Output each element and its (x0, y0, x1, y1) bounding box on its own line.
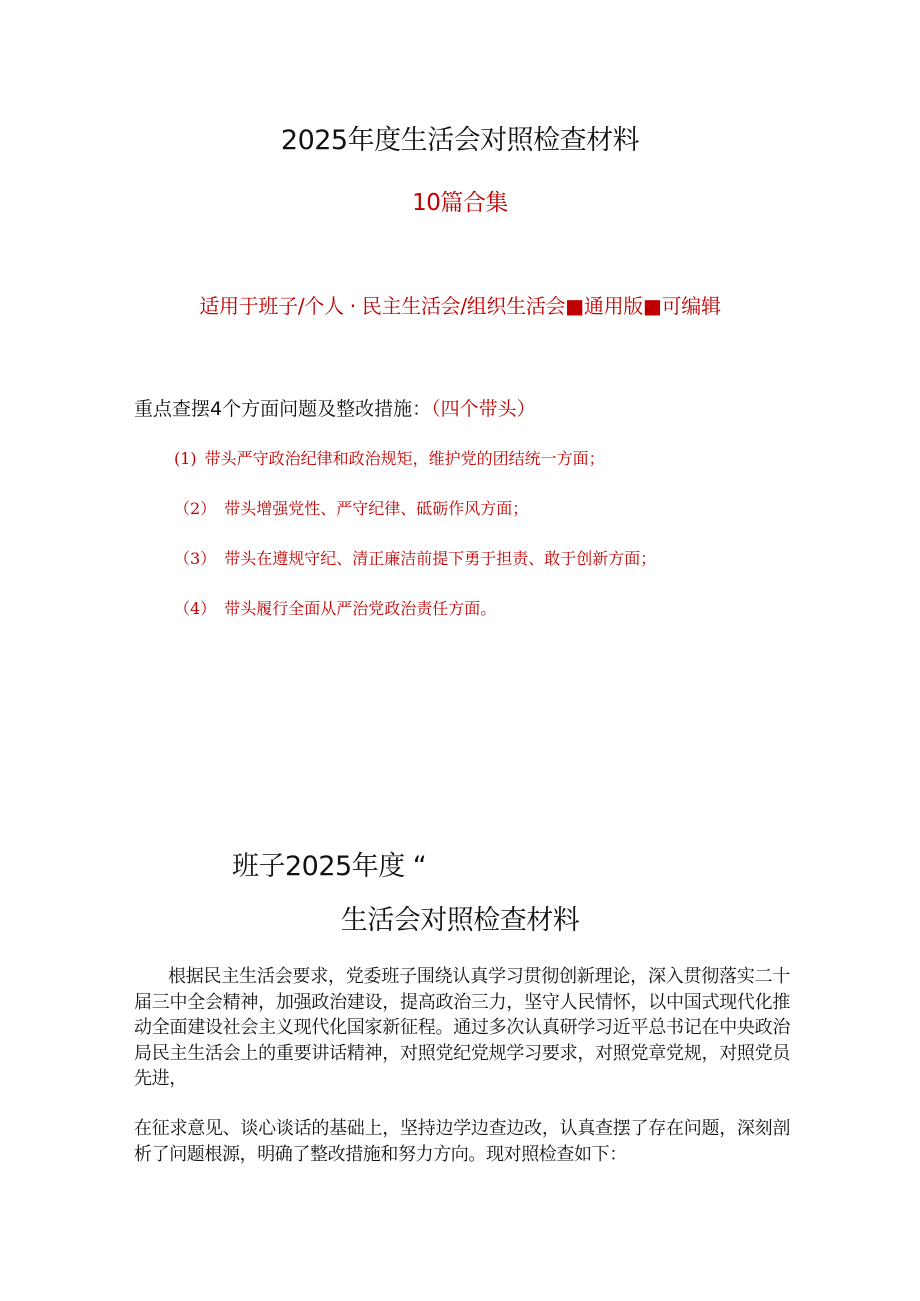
focus-prefix: 重点查摆4个方面问题及整改措施： (134, 398, 432, 420)
list-item-number: (1) (174, 449, 197, 468)
focus-highlight: （四个带头） (431, 398, 536, 420)
section-title-line2: 生活会对照检查材料 (340, 905, 580, 936)
list-item-text: 带头在遵规守纪、清正廉洁前提下勇于担责、敢于创新方面； (224, 549, 657, 568)
list-item-number: （2） (174, 499, 217, 518)
list-item (174, 598, 656, 648)
body-paragraph-2: 在征求意见、谈心谈话的基础上，坚持边学边查边改，认真查摆了存在问题，深刻剖析了问题根源，明确了整改措施和努力方向。现对照检查如下： (134, 1118, 790, 1165)
scope-line: 适用于班子/个人 · 民主生活会/组织生活会■通用版■可编辑 (199, 294, 721, 318)
section-title-line1: 班子2025年度 “ (232, 851, 427, 882)
body-paragraph-1: 根据民主生活会要求，党委班子围绕认真学习贯彻创新理论，深入贯彻落实二十届三中全会精神，加强政治建设，提高政治三力，坚守人民情怀，以中国式现代化推动全面建设社会主义现代化国家新征程。通过多次认真研学习近平总书记在中央政治局民主生活会上的重要讲话精神，对照党纪党规学习要求，对照党章党规，对照党员先进， (134, 966, 790, 1089)
list-item-number: （3） (174, 549, 217, 568)
focus-list (174, 448, 656, 648)
list-item (174, 548, 656, 598)
focus-heading (134, 394, 536, 421)
list-item (174, 448, 656, 498)
list-item (174, 498, 656, 548)
list-item-text: 带头严守政治纪律和政治规矩，维护党的团结统一方面； (204, 449, 605, 468)
list-item-text: 带头增强党性、严守纪律、砥砺作风方面； (224, 499, 529, 518)
document-title: 2025年度生活会对照检查材料 (280, 125, 640, 156)
list-item-text: 带头履行全面从严治党政治责任方面。 (224, 599, 497, 618)
list-item-number: （4） (174, 599, 217, 618)
document-subtitle: 10篇合集 (412, 190, 508, 216)
